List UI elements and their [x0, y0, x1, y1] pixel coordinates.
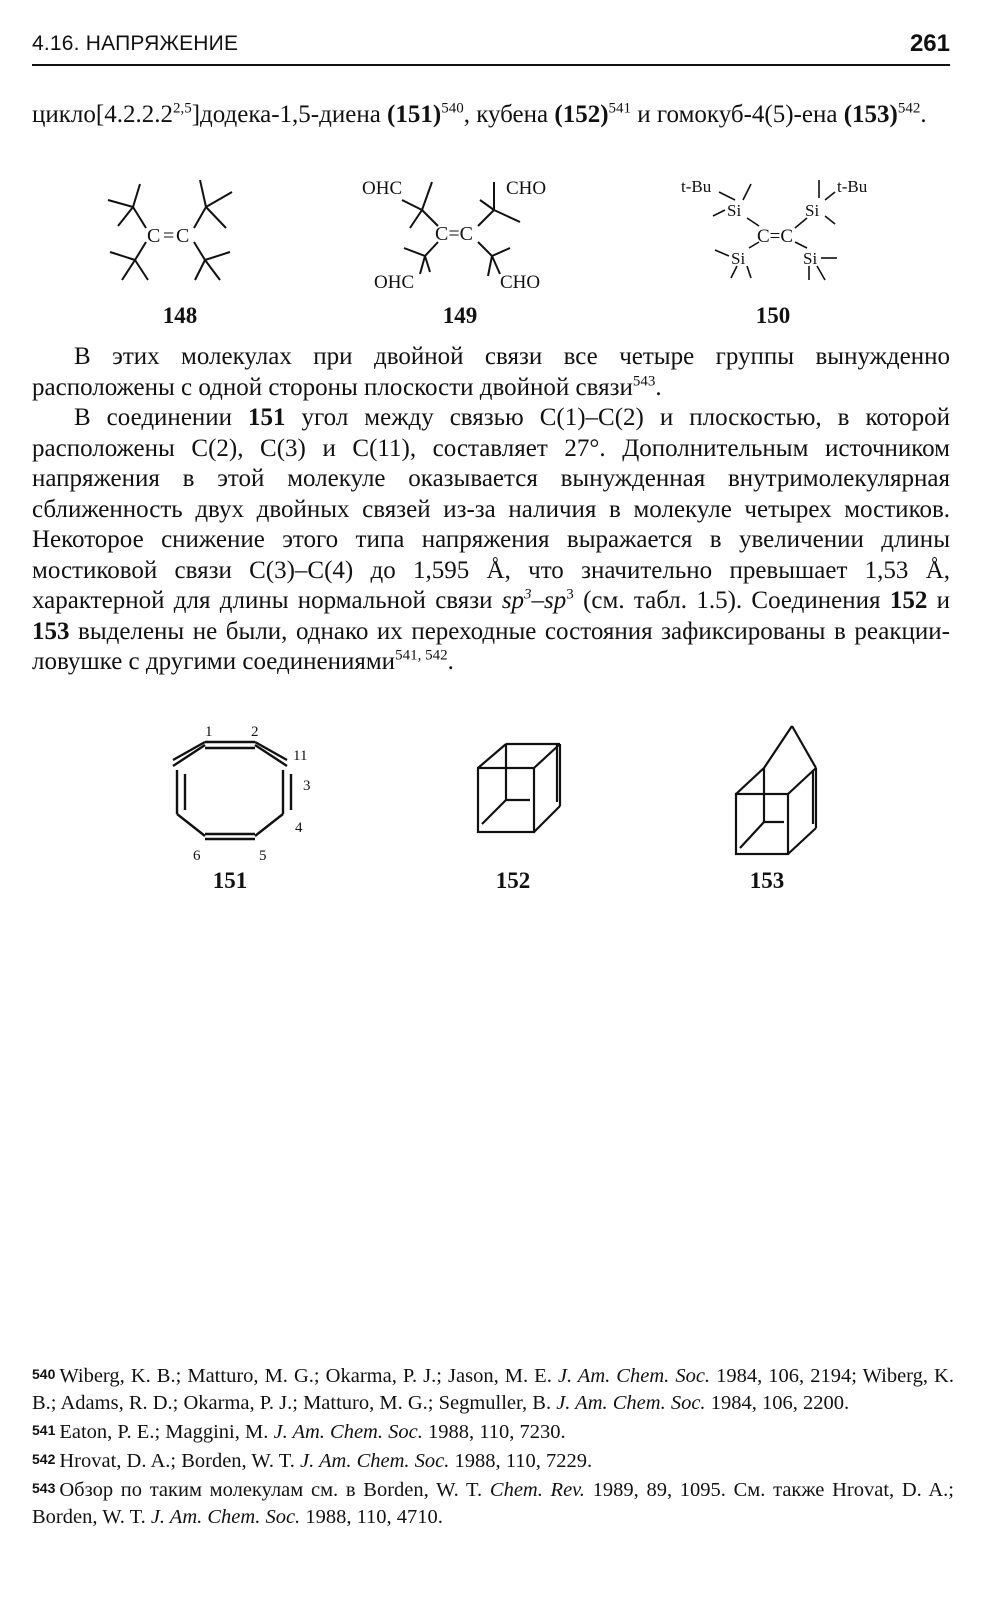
structure-153: [726, 722, 836, 862]
footnote-ref-541[interactable]: 541: [608, 100, 632, 117]
footnote-543: [32, 1475, 954, 1531]
double-bond: =: [163, 225, 175, 247]
footnote-541: [32, 1417, 954, 1446]
compound-ref-153: 153: [32, 617, 70, 645]
footnote-text: 1984, 106, 2200.: [705, 1392, 850, 1414]
atom-c-left: C: [147, 225, 161, 247]
locant-4: 4: [295, 820, 303, 836]
compound-ref-151: (151): [387, 101, 442, 128]
compound-label-150: 150: [755, 303, 791, 328]
locant-2: 2: [251, 724, 259, 740]
footnote-ref-543[interactable]: 543: [632, 373, 656, 390]
intro-superscript: 2,5: [172, 100, 192, 117]
locant-5: 5: [259, 848, 267, 864]
ohc-top-label: OHC: [362, 178, 403, 199]
paragraph-text: (см. табл. 1.5). Соединения: [573, 587, 890, 614]
si-top-left: Si: [727, 201, 742, 220]
ohc-bottom-label: OHC: [374, 272, 415, 293]
structure-149: [360, 170, 570, 300]
paragraph-text: В этих молекулах при двойной связи все четыре группы вынужденно расположены с одной стороны плоскости двойной связи: [32, 343, 950, 401]
locant-3: 3: [303, 778, 311, 794]
section-title: 4.16. НАПРЯЖЕНИЕ: [32, 32, 239, 55]
dash: –: [531, 587, 545, 614]
paragraph-text: угол между связью C(1)–C(2) и плоскостью, в которой расположены C(2), C(3) и C(11), составляет 27°. Дополнительным источником напряжения в этой молекуле оказывается вынужденная внутримолекулярная сближенность двух двойных связей из-за наличия в молекуле четырех мостиков. Некоторое снижение этого типа напряжения выражается в увеличении длины мостиковой связи C(3)–C(4) до 1,595 Å, что значительно превышает 1,53 Å, характерной для длины нормальной связи: [32, 404, 950, 614]
cho-bottom-label: CHO: [500, 272, 541, 293]
footnote-text: 1988, 110, 7229.: [449, 1450, 593, 1472]
structure-152: [470, 740, 570, 840]
footnote-refs-541-542[interactable]: 541, 542: [395, 647, 448, 664]
footnote-text: Eaton, P. E.; Maggini, M.: [59, 1421, 274, 1443]
compound-ref-153: (153): [843, 101, 898, 128]
footnote-text: 1984, 106, 2194; Wiberg, K. B.; Adams, R. D.; Okarma, P. J.; Matturo, M. G.; Segmuller, B.: [32, 1365, 954, 1414]
footnote-number: 543: [32, 1480, 56, 1496]
journal-name: J. Am. Chem. Soc.: [556, 1392, 706, 1414]
compound-label-149: 149: [442, 303, 478, 328]
intro-paragraph: [32, 100, 950, 131]
c-c-double-bond: C=C: [435, 223, 473, 245]
compound-ref-151: 151: [248, 404, 286, 431]
paragraph-text: .: [655, 373, 662, 401]
footnote-ref-540[interactable]: 540: [441, 100, 464, 117]
footnote-text: Обзор по таким молекулам см. в Borden, W. T.: [59, 1479, 490, 1501]
running-header: [32, 30, 950, 66]
compound-label-151: 151: [212, 868, 248, 893]
hybridization-superscript: 3: [524, 586, 532, 603]
intro-text: и гомокуб-4(5)-ена: [631, 101, 844, 128]
intro-text: .: [920, 101, 927, 128]
journal-name: J. Am. Chem. Soc.: [150, 1506, 301, 1528]
paragraph-text: выделены не были, однако их переходные состояния зафиксированы в реакции-ловушке с другими соединениями: [32, 617, 950, 675]
intro-text: ]додека-1,5-диена: [191, 101, 388, 128]
footnote-number: 540: [32, 1366, 56, 1382]
footnote-542: [32, 1446, 954, 1475]
si-bottom-left: Si: [731, 249, 746, 268]
paragraph-text: и: [927, 587, 950, 614]
structure-148: [100, 170, 260, 300]
c-c-double-bond: C=C: [757, 226, 794, 247]
footnote-ref-542[interactable]: 542: [897, 100, 921, 117]
locant-1: 1: [205, 724, 213, 740]
hybridization-superscript: 3: [566, 586, 574, 603]
intro-text: , кубена: [463, 101, 555, 128]
compound-label-148: 148: [162, 303, 198, 328]
footnote-text: Hrovat, D. A.; Borden, W. T.: [59, 1450, 301, 1472]
structure-150: [675, 170, 895, 300]
compound-label-153: 153: [749, 868, 785, 893]
atom-c-right: C: [176, 225, 190, 247]
intro-text: цикло[4.2.2.2: [32, 101, 173, 128]
compound-ref-152: 152: [889, 587, 928, 614]
compound-ref-152: (152): [554, 101, 609, 128]
compound-label-152: 152: [495, 868, 531, 893]
locant-6: 6: [193, 848, 201, 864]
structure-151: [155, 720, 330, 865]
paragraph-text: В соединении: [74, 404, 249, 431]
journal-name: Chem. Rev.: [489, 1479, 585, 1501]
hybridization-sp: sp: [501, 587, 525, 614]
paragraph-2: [32, 403, 950, 678]
cho-top-label: CHO: [506, 178, 547, 199]
page-number: 261: [909, 30, 950, 57]
tbu-right-label: t-Bu: [837, 177, 868, 196]
footnotes: [32, 1361, 954, 1531]
journal-name: J. Am. Chem. Soc.: [557, 1365, 711, 1387]
footnote-text: 1988, 110, 7230.: [422, 1421, 566, 1443]
locant-11: 11: [293, 748, 308, 764]
paragraph-1: [32, 342, 950, 403]
footnote-number: 541: [32, 1422, 56, 1438]
tbu-left-label: t-Bu: [681, 177, 712, 196]
footnote-text: Wiberg, K. B.; Matturo, M. G.; Okarma, P. J.; Jason, M. E.: [59, 1365, 558, 1387]
journal-name: J. Am. Chem. Soc.: [273, 1421, 423, 1443]
si-bottom-right: Si: [803, 249, 818, 268]
footnote-540: [32, 1361, 954, 1417]
si-top-right: Si: [805, 201, 820, 220]
paragraph-text: .: [447, 648, 454, 675]
footnote-text: 1989, 89, 1095. См. также Hrovat, D. A.; Borden, W. T.: [32, 1479, 954, 1528]
journal-name: J. Am. Chem. Soc.: [300, 1450, 450, 1472]
hybridization-sp: sp: [544, 587, 567, 614]
footnote-text: 1988, 110, 4710.: [300, 1506, 443, 1528]
footnote-number: 542: [32, 1451, 56, 1467]
